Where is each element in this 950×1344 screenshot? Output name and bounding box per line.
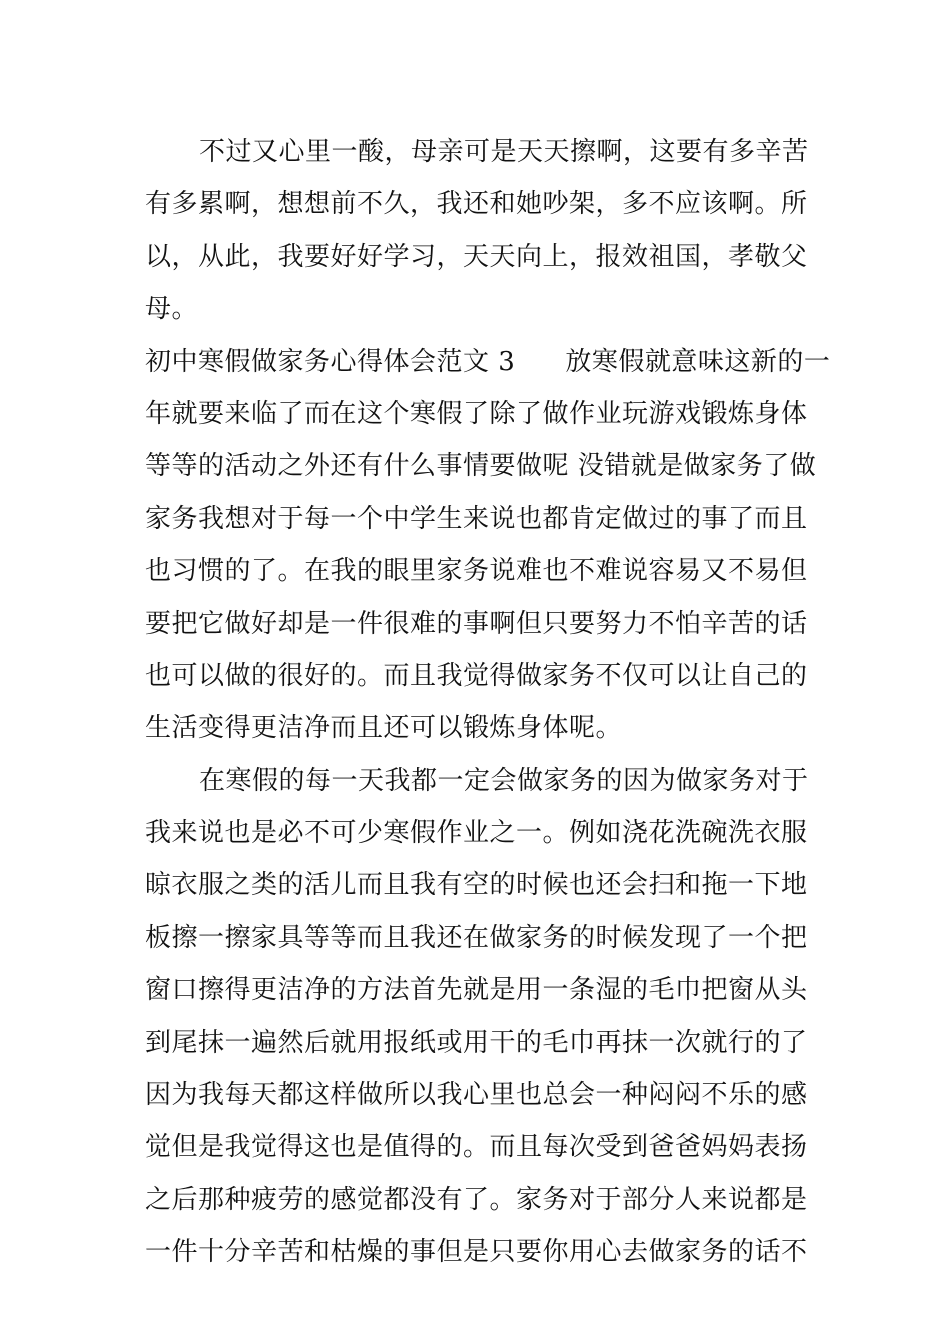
- text-line: 年就要来临了而在这个寒假了除了做作业玩游戏锻炼身体: [145, 398, 808, 429]
- text-line: 晾衣服之类的活儿而且我有空的时候也还会扫和拖一下地: [145, 870, 808, 901]
- paragraph-2: [145, 392, 817, 759]
- text-line: 也习惯的了。在我的眼里家务说难也不难说容易又不易但: [145, 556, 808, 587]
- text-line: 觉但是我觉得这也是值得的。而且每次受到爸爸妈妈表扬: [145, 1132, 808, 1163]
- section-heading-line: [145, 340, 831, 392]
- text-line: 有多累啊，想想前不久，我还和她吵架，多不应该啊。所: [145, 189, 808, 220]
- text-line: 生活变得更洁净而且还可以锻炼身体呢。: [145, 713, 623, 744]
- paragraph-3: [145, 759, 810, 1283]
- text-line: 到尾抹一遍然后就用报纸或用干的毛巾再抹一次就行的了: [145, 1027, 808, 1058]
- text-line: 窗口擦得更洁净的方法首先就是用一条湿的毛巾把窗从头: [145, 975, 808, 1006]
- document-page: [145, 130, 831, 1283]
- text-line: 之后那种疲劳的感觉都没有了。家务对于部分人来说都是: [145, 1184, 808, 1215]
- text-line: 我来说也是必不可少寒假作业之一。例如浇花洗碗洗衣服: [145, 818, 808, 849]
- text-line: 也可以做的很好的。而且我觉得做家务不仅可以让自己的: [145, 660, 808, 691]
- heading-continuation: 放寒假就意味这新的一: [565, 346, 831, 377]
- paragraph-1: [145, 130, 810, 340]
- text-line: 家务我想对于每一个中学生来说也都肯定做过的事了而且: [145, 503, 808, 534]
- text-line: 母。: [145, 294, 199, 325]
- text-line: 以，从此，我要好好学习，天天向上，报效祖国，孝敬父: [145, 241, 808, 272]
- text-line: 因为我每天都这样做所以我心里也总会一种闷闷不乐的感: [145, 1080, 808, 1111]
- section-heading: 初中寒假做家务心得体会范文 3: [145, 346, 516, 377]
- text-line: 在寒假的每一天我都一定会做家务的因为做家务对于: [199, 765, 809, 796]
- text-line: 板擦一擦家具等等而且我还在做家务的时候发现了一个把: [145, 922, 808, 953]
- text-line: 等等的活动之外还有什么事情要做呢 没错就是做家务了做: [145, 451, 817, 482]
- text-line: 一件十分辛苦和枯燥的事但是只要你用心去做家务的话不: [145, 1237, 808, 1268]
- text-line: 不过又心里一酸，母亲可是天天擦啊，这要有多辛苦: [199, 137, 809, 167]
- text-line: 要把它做好却是一件很难的事啊但只要努力不怕辛苦的话: [145, 608, 808, 639]
